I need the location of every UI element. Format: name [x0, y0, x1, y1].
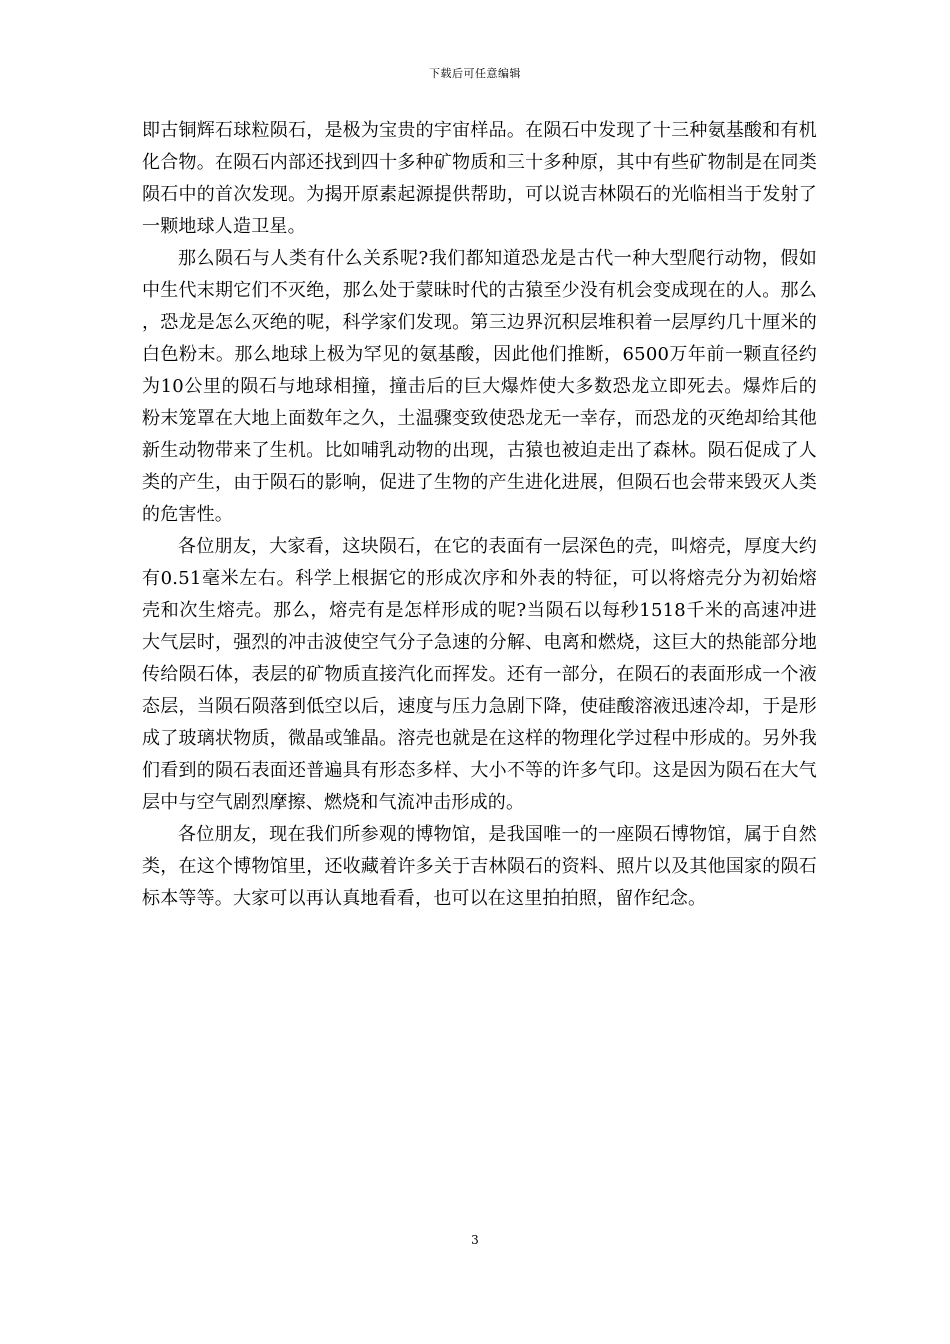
document-body [142, 115, 817, 915]
paragraph-4: 各位朋友，现在我们所参观的博物馆，是我国唯一的一座陨石博物馆，属于自然类，在这个博物馆里，还收藏着许多关于吉林陨石的资料、照片以及其他国家的陨石标本等等。大家可以再认真地看看，也可以在这里拍拍照，留作纪念。 [142, 824, 817, 909]
page-number: 3 [471, 1233, 479, 1247]
paragraph-3: 各位朋友，大家看，这块陨石，在它的表面有一层深色的壳，叫熔壳，厚度大约有0.51毫米左右。科学上根据它的形成次序和外表的特征，可以将熔壳分为初始熔壳和次生熔壳。那么，熔壳有是怎样形成的呢?当陨石以每秒1518千米的高速冲进大气层时，强烈的冲击波使空气分子急速的分解、电离和燃烧，这巨大的热能部分地传给陨石体，表层的矿物质直接汽化而挥发。还有一部分，在陨石的表面形成一个液态层，当陨石陨落到低空以后，速度与压力急剧下降，使硅酸溶液迅速冷却，于是形成了玻璃状物质，微晶或雏晶。溶壳也就是在这样的物理化学过程中形成的。另外我们看到的陨石表面还普遍具有形态多样、大小不等的许多气印。这是因为陨石在大气层中与空气剧烈摩擦、燃烧和气流冲击形成的。 [142, 536, 817, 813]
paragraph-1: 即古铜辉石球粒陨石，是极为宝贵的宇宙样品。在陨石中发现了十三种氨基酸和有机化合物。在陨石内部还找到四十多种矿物质和三十多种原，其中有些矿物制是在同类陨石中的首次发现。为揭开原素起源提供帮助，可以说吉林陨石的光临相当于发射了一颗地球人造卫星。 [142, 120, 817, 237]
paragraph-2: 那么陨石与人类有什么关系呢?我们都知道恐龙是古代一种大型爬行动物，假如中生代末期它们不灭绝，那么处于蒙昧时代的古猿至少没有机会变成现在的人。那么，恐龙是怎么灭绝的呢，科学家们发现。第三边界沉积层堆积着一层厚约几十厘米的白色粉末。那么地球上极为罕见的氨基酸，因此他们推断，6500万年前一颗直径约为10公里的陨石与地球相撞，撞击后的巨大爆炸使大多数恐龙立即死去。爆炸后的粉末笼罩在大地上面数年之久，土温骤变致使恐龙无一幸存，而恐龙的灭绝却给其他新生动物带来了生机。比如哺乳动物的出现，古猿也被迫走出了森林。陨石促成了人类的产生，由于陨石的影响，促进了生物的产生进化进展，但陨石也会带来毁灭人类的危害性。 [142, 248, 817, 525]
page-header: 下载后可任意编辑 [429, 67, 521, 80]
